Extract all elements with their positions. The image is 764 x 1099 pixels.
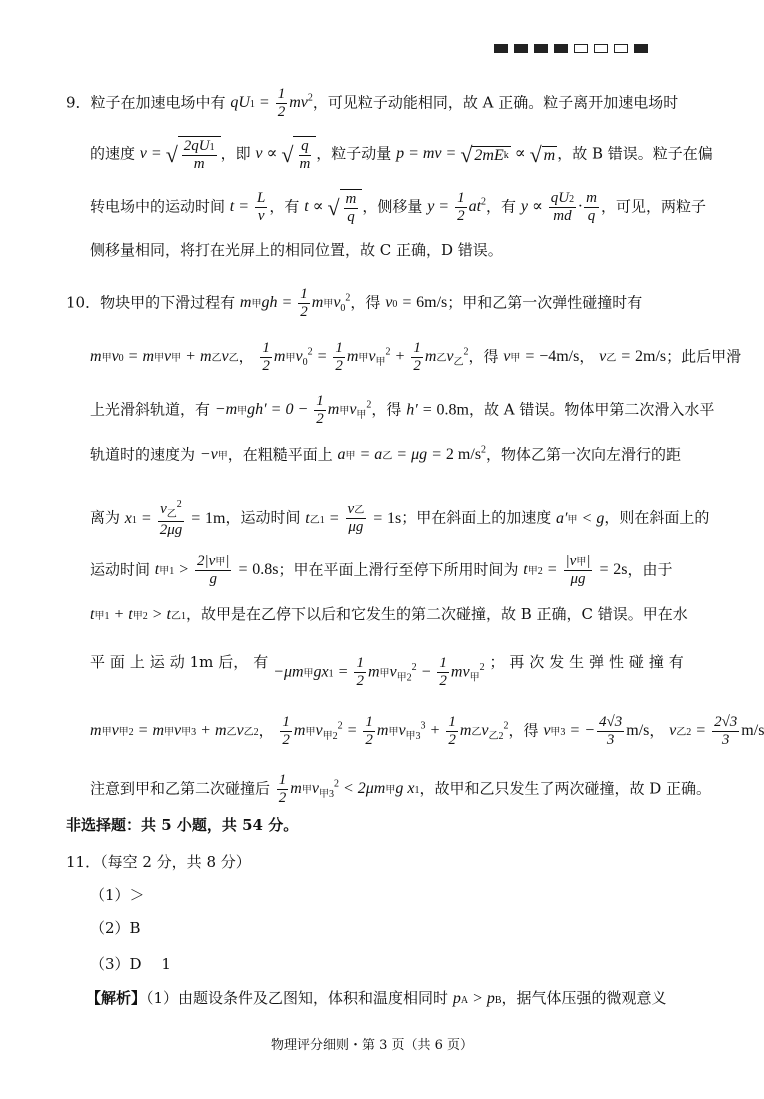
formula: m甲gh = $\frac{1}{2}$ m甲$v_0^2$: [239, 286, 351, 321]
q10-line-4: 轨道时的速度为 −v甲，在粗糙平面上 a甲 = a乙 = μg = 2 $m/s^2$，物体乙第一次向左滑行的距: [90, 445, 682, 464]
formula: a甲 = a乙 = μg = 2 $m/s^2$: [337, 445, 487, 464]
header-mark-filled: [534, 44, 548, 53]
formula: v = √ $\frac{2qU1}{m}$: [140, 145, 221, 162]
header-marks: [494, 44, 648, 53]
formula: h′ = 0.8m: [406, 401, 469, 419]
formula: −m甲gh′ = 0 − $\frac{1}{2}$ m甲$v_甲^2$: [214, 393, 372, 428]
q11-answer-3: （3）D 1: [90, 955, 171, 973]
formula: v0 = 6m/s: [385, 294, 448, 312]
formula: $\frac{1}{2}$ m甲$v_{甲2}^2$ = $\frac{1}{2}$ m甲$v_{甲3}^3$ + $\frac{1}{2}$ m乙$v_{乙2}^2$: [282, 714, 509, 749]
formula: a′甲 < g: [556, 509, 605, 527]
formula: pA > pB: [452, 990, 502, 1007]
formula: t = $\frac{L}{v}$: [229, 190, 266, 225]
q9-line-3: 转电场中的运动时间 t = $\frac{L}{v}$ ，有 t ∝ √ $\frac{m}{q}$ ，侧移量 y = $\frac{1}{2}$ $at^2$，有 y ∝ $\frac{qU2}{md}$ · $\frac{m}{q}$ ，可见，两粒子: [90, 190, 706, 226]
q10-line-2: m甲v0 = m甲v甲 + m乙v乙， $\frac{1}{2}$ m甲$v_0^2$ = $\frac{1}{2}$ m甲$v_甲^2$ + $\frac{1}{2}$ m乙$v_乙^2$，得 v甲 = −4m/s， v乙 = 2m/s；此后甲滑: [90, 340, 742, 375]
header-mark-filled: [494, 44, 508, 53]
header-mark-empty: [594, 44, 608, 53]
formula: t甲1 > $\frac{\text{2|v甲|}}{g}$ = 0.8s: [154, 553, 279, 588]
header-mark-empty: [574, 44, 588, 53]
q10-line-3: 上光滑斜轨道，有 −m甲gh′ = 0 − $\frac{1}{2}$ m甲$v_甲^2$，得 h′ = 0.8m，故 A 错误。物体甲第二次滑入水平: [90, 393, 715, 428]
q10-line-7: t甲1 + t甲2 > t乙1，故甲是在乙停下以后和它发生的第二次碰撞，故 B 正确，C 错误。甲在水: [90, 605, 688, 623]
q9-line-1: 9．粒子在加速电场中有 qU1 = $\frac{1}{2}$ $mv^2$，可见粒子动能相同，故 A 正确。粒子离开加速电场时: [66, 86, 679, 121]
q10-line-10: 注意到甲和乙第二次碰撞后 $\frac{1}{2}$ m甲$v_{甲3}^2 < 2\mu m$甲g x1，故甲和乙只发生了两次碰撞，故 D 正确。: [90, 772, 712, 807]
formula: $\frac{1}{2}$ m甲$v_0^2$ = $\frac{1}{2}$ m甲$v_甲^2$ + $\frac{1}{2}$ m乙$v_乙^2$: [262, 340, 469, 375]
q10-line-8: 平 面 上 运 动 1m 后， 有 −μm甲gx1 = $\frac{1}{2}$ m甲$v_{甲2}^2$ − $\frac{1}{2}$ $mv_甲^2$ ； 再 次 发 生 弹 性 碰 撞 有: [90, 653, 684, 690]
q9-line-4: 侧移量相同，将打在光屏上的相同位置，故 C 正确，D 错误。: [90, 241, 503, 259]
formula: v ∝ √ $\frac{q}{m}$: [255, 145, 316, 162]
formula: qU1 = $\frac{1}{2}$ $mv^2$: [230, 86, 313, 121]
formula: m甲v0 = m甲v甲 + m乙v乙: [90, 348, 239, 366]
formula: y ∝ $\frac{qU2}{md}$ · $\frac{m}{q}$: [520, 190, 597, 225]
page-footer: 物理评分细则・第 3 页（共 6 页）: [270, 1038, 474, 1053]
formula: p = mv = √ 2mE k ∝ √ m: [396, 141, 556, 167]
formula: t乙1 = $\frac{\text{v乙}}{\mu g}$ = 1s: [305, 501, 402, 536]
q10-line-5: 离为 x1 = $\frac{v_乙^2}{2\mu g}$ = 1m，运动时间 t乙1 = $\frac{\text{v乙}}{\mu g}$ = 1s；甲在斜面上的加速度 a′甲 < g，则在斜面上的: [90, 499, 710, 538]
q11-answer-2: （2）B: [90, 919, 141, 937]
formula: x1 = $\frac{v_乙^2}{2\mu g}$ = 1m: [124, 499, 226, 538]
formula: t ∝ √ $\frac{m}{q}$: [304, 198, 362, 215]
formula: t甲2 = $\frac{\text{|v甲|}}{\mu g}$ = 2s: [523, 553, 628, 588]
formula: v甲3 = − $\frac{4√3}{3}$ m/s: [543, 714, 650, 749]
formula: y = $\frac{1}{2}$ $at^2$: [427, 190, 487, 225]
header-mark-filled: [514, 44, 528, 53]
formula: $\frac{1}{2}$ m甲$v_{甲3}^2 < 2\mu m$甲g x1: [278, 772, 420, 807]
formula: v甲 = −4m/s: [503, 348, 580, 366]
header-mark-filled: [554, 44, 568, 53]
header-mark-empty: [614, 44, 628, 53]
header-mark-filled: [634, 44, 648, 53]
formula: −v甲: [199, 446, 228, 464]
formula: t甲1 + t甲2 > t乙1: [90, 606, 186, 623]
q11-answer-1: （1）＞: [90, 886, 145, 904]
q10-line-9: m甲v甲2 = m甲v甲3 + m乙v乙2， $\frac{1}{2}$ m甲$v_{甲2}^2$ = $\frac{1}{2}$ m甲$v_{甲3}^3$ + $\frac{1}{2}$ m乙$v_{乙2}^2$，得 v甲3 = − $\frac{4√3}{3}$ m/s， v乙2 = $\frac{2√3}{3}$ m/s: [90, 714, 764, 749]
q10-line-6: 运动时间 t甲1 > $\frac{\text{2|v甲|}}{g}$ = 0.8s；甲在平面上滑行至停下所用时间为 t甲2 = $\frac{\text{|v甲|}}{\mu g}$ = 2s，由于: [90, 553, 673, 588]
formula: −μm甲gx1 = $\frac{1}{2}$ m甲$v_{甲2}^2$ − $\frac{1}{2}$ $mv_甲^2$: [273, 655, 485, 690]
formula: m甲v甲2 = m甲v甲3 + m乙v乙2: [90, 722, 259, 740]
q11-analysis: 【解析】（1）由题设条件及乙图知，体积和温度相同时 pA > pB，据气体压强的微观意义: [86, 989, 667, 1007]
formula: v乙 = 2m/s: [599, 348, 667, 366]
q10-line-1: 10．物块甲的下滑过程有 m甲gh = $\frac{1}{2}$ m甲$v_0^2$，得 v0 = 6m/s；甲和乙第一次弹性碰撞时有: [66, 286, 643, 321]
formula: v乙2 = $\frac{2√3}{3}$ m/s: [669, 714, 764, 749]
q9-line-2: 的速度 v = √ $\frac{2qU1}{m}$ ，即 v ∝ √ $\frac{q}{m}$ ，粒子动量 p = mv = √ 2mE k ∝ √ m ，故 B 错误。粒子在偏: [90, 138, 713, 173]
section-heading: 非选择题：共 5 小题，共 54 分。: [66, 816, 299, 834]
q11-header: 11．（每空 2 分，共 8 分）: [66, 853, 251, 871]
